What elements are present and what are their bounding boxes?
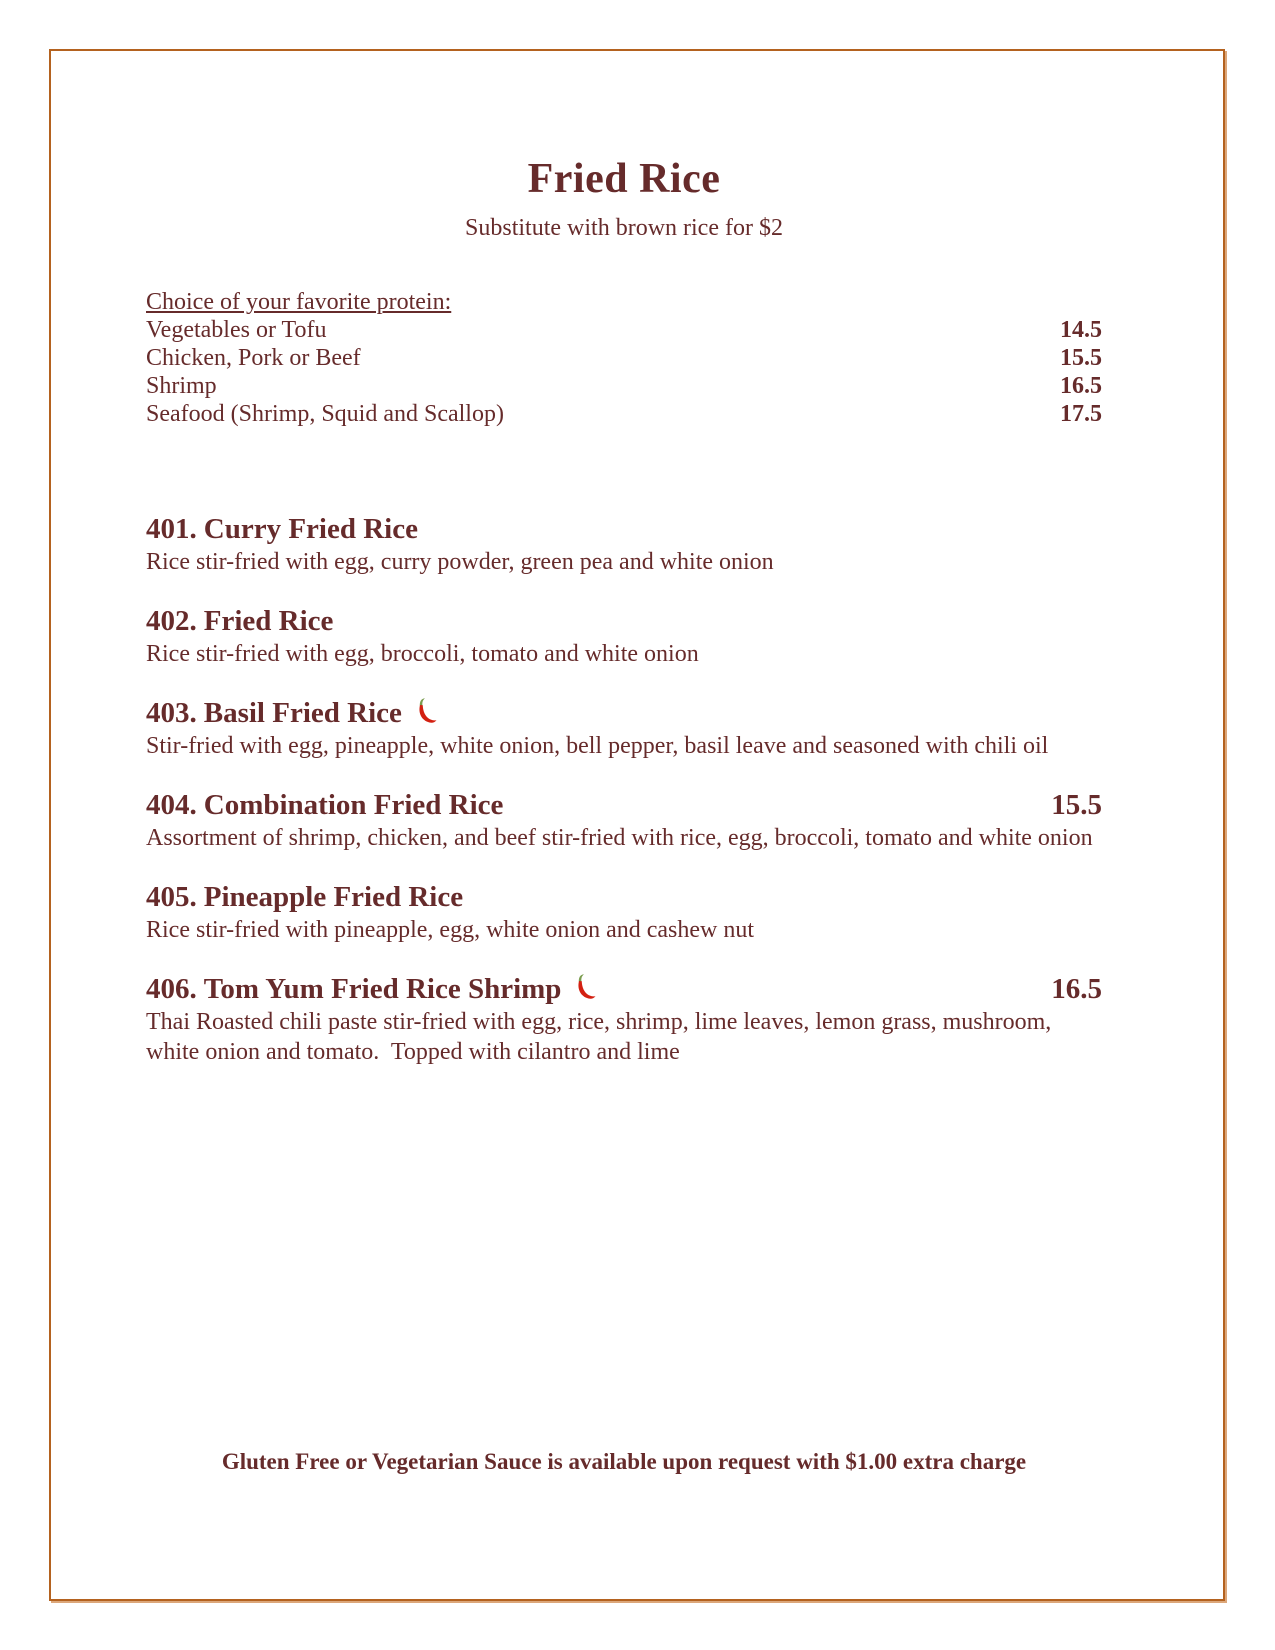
item-title — [146, 788, 503, 823]
protein-option-row — [146, 372, 1102, 400]
menu-item — [146, 696, 1102, 761]
menu-content — [146, 50, 1102, 1094]
protein-heading: Choice of your favorite protein: — [146, 289, 452, 315]
item-title — [146, 512, 418, 547]
item-name: Pineapple Fried Rice — [203, 881, 464, 913]
item-heading — [146, 788, 1102, 823]
item-name: Combination Fried Rice — [203, 789, 504, 821]
item-number: 402. — [146, 605, 197, 637]
item-heading — [146, 880, 1102, 915]
item-number: 403. — [146, 697, 197, 729]
menu-item — [146, 880, 1102, 945]
item-name: Curry Fried Rice — [203, 513, 418, 545]
protein-option-row — [146, 344, 1102, 372]
item-title — [146, 696, 438, 731]
protein-option-label: Shrimp — [146, 373, 217, 399]
protein-option-label: Chicken, Pork or Beef — [146, 345, 361, 371]
item-heading — [146, 512, 1102, 547]
item-description: Rice stir-fried with pineapple, egg, white onion and cashew nut — [146, 917, 755, 943]
protein-option-label: Vegetables or Tofu — [146, 317, 327, 343]
menu-item — [146, 512, 1102, 577]
protein-option-row — [146, 316, 1102, 344]
chili-pepper-icon — [571, 973, 597, 1003]
item-description: Assortment of shrimp, chicken, and beef stir-fried with rice, egg, broccoli, tomato and white onion — [146, 825, 1093, 851]
chili-pepper-icon — [412, 697, 438, 727]
item-price: 16.5 — [1051, 973, 1102, 1005]
item-price: 15.5 — [1051, 789, 1102, 821]
menu-item — [146, 604, 1102, 669]
menu-item — [146, 788, 1102, 853]
menu-items-list — [146, 512, 1102, 1067]
protein-option-label: Seafood (Shrimp, Squid and Scallop) — [146, 401, 504, 427]
item-title — [146, 880, 463, 915]
protein-option-row — [146, 400, 1102, 428]
item-heading — [146, 604, 1102, 639]
item-number: 404. — [146, 789, 197, 821]
item-description: Rice stir-fried with egg, broccoli, tomato and white onion — [146, 641, 699, 667]
page-title: Fried Rice — [527, 156, 721, 202]
item-title — [146, 604, 333, 639]
protein-section — [146, 288, 1102, 428]
item-description: Rice stir-fried with egg, curry powder, green pea and white onion — [146, 549, 774, 575]
page-subtitle: Substitute with brown rice for $2 — [465, 215, 783, 241]
protein-option-price: 14.5 — [1060, 317, 1102, 343]
item-number: 406. — [146, 973, 197, 1005]
protein-option-price: 17.5 — [1060, 401, 1102, 427]
protein-option-price: 16.5 — [1060, 373, 1102, 399]
item-number: 405. — [146, 881, 197, 913]
protein-option-price: 15.5 — [1060, 345, 1102, 371]
menu-item — [146, 972, 1102, 1067]
item-heading — [146, 972, 1102, 1007]
item-description: Stir-fried with egg, pineapple, white onion, bell pepper, basil leave and seasoned with chili oil — [146, 733, 1049, 759]
item-heading — [146, 696, 1102, 731]
item-description: Thai Roasted chili paste stir-fried with egg, rice, shrimp, lime leaves, lemon grass, mushroom, white onion and tomato. Topped with cilantro and lime — [146, 1009, 1058, 1065]
item-name: Basil Fried Rice — [203, 697, 402, 729]
item-title — [146, 972, 597, 1007]
item-number: 401. — [146, 513, 197, 545]
footer-note: Gluten Free or Vegetarian Sauce is available upon request with $1.00 extra charge — [221, 1449, 1027, 1474]
item-name: Fried Rice — [203, 605, 334, 637]
item-name: Tom Yum Fried Rice Shrimp — [203, 973, 562, 1005]
